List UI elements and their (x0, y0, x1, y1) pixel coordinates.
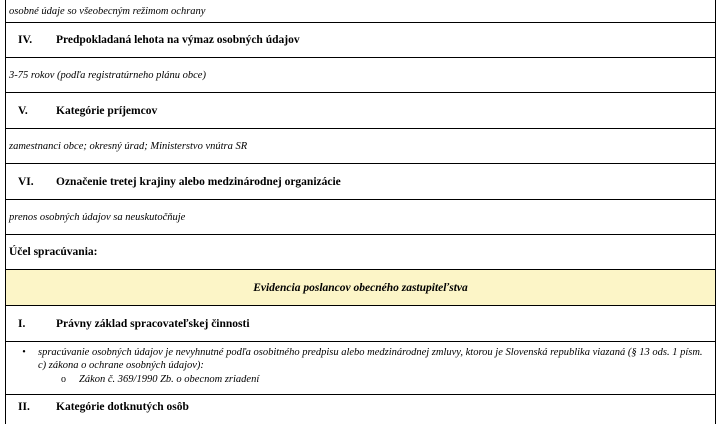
table-row (6, 128, 715, 163)
sub-bullet-marker: o (61, 374, 66, 385)
section-header-vi (6, 163, 715, 199)
law-reference-text: Zákon č. 369/1990 Zb. o obecnom zriadení (79, 374, 260, 385)
records-table (5, 0, 716, 424)
deletion-period-text: 3-75 rokov (podľa registratúrneho plánu obce) (9, 69, 206, 81)
section-title: Označenie tretej krajiny alebo medzinárodnej organizácie (56, 175, 341, 188)
purpose-highlight-row (6, 269, 715, 305)
section-number: VI. (18, 175, 34, 188)
section-header-iv (6, 22, 715, 57)
section-title: Kategórie dotknutých osôb (56, 401, 189, 413)
recipients-text: zamestnanci obce; okresný úrad; Ministerstvo vnútra SR (9, 140, 248, 152)
transfer-text: prenos osobných údajov sa neuskutočňuje (9, 211, 186, 223)
table-row (6, 57, 715, 92)
purpose-label-row (6, 234, 715, 269)
legal-basis-list (6, 341, 715, 394)
table-row (6, 199, 715, 234)
section-title: Právny základ spracovateľskej činnosti (56, 317, 250, 330)
section-number: II. (18, 401, 30, 413)
section-title: Predpokladaná lehota na výmaz osobných údajov (56, 34, 300, 46)
purpose-label: Účel spracúvania: (9, 246, 98, 258)
sub-list-item (6, 373, 715, 387)
table-row (6, 0, 715, 22)
section-title: Kategórie príjemcov (56, 104, 158, 117)
bullet-marker: • (22, 347, 26, 358)
section-number: I. (18, 317, 26, 330)
list-item (6, 346, 715, 372)
section-header-v (6, 92, 715, 128)
section-header-i (6, 305, 715, 341)
legal-basis-text: spracúvanie osobných údajov je nevyhnutné podľa osobitného predpisu alebo medzinárodnej zmluvy, ktorou je Slovenská republika viazaná (§ 13 ods. 1 písm. c) zákona o ochrane osobných údajov): (38, 347, 703, 371)
purpose-title: Evidencia poslancov obecného zastupiteľstva (253, 281, 468, 294)
legal-basis-category-text: osobné údaje so všeobecným režimom ochrany (9, 5, 206, 17)
section-number: IV. (18, 34, 33, 46)
section-number: V. (18, 104, 28, 117)
